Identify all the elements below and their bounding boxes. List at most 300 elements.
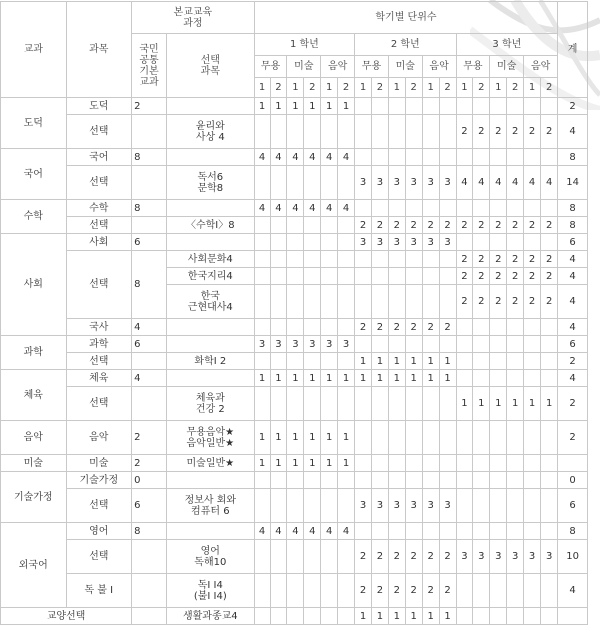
unit-cell (541, 319, 558, 336)
common-units-cell: 6 (132, 336, 167, 353)
unit-cell: 1 (270, 455, 287, 472)
total-cell: 2 (558, 353, 588, 370)
unit-cell: 1 (371, 353, 388, 370)
unit-cell (254, 166, 270, 200)
unit-cell (439, 336, 456, 353)
total-cell: 8 (558, 149, 588, 166)
unit-cell (507, 455, 524, 472)
unit-cell (422, 336, 439, 353)
unit-cell (456, 489, 473, 523)
unit-cell: 1 (388, 353, 405, 370)
table-row (1, 217, 588, 234)
unit-cell (388, 251, 405, 268)
unit-cell: 2 (490, 115, 507, 149)
unit-cell (473, 523, 490, 540)
unit-cell: 1 (524, 387, 541, 421)
unit-cell: 3 (287, 336, 304, 353)
unit-cell: 4 (304, 149, 321, 166)
course-cell: 독 불 I (66, 574, 132, 608)
unit-cell: 1 (321, 421, 338, 455)
elective-course-cell: 사회문화4 (166, 251, 254, 268)
unit-cell: 1 (270, 421, 287, 455)
unit-cell (473, 608, 490, 625)
unit-cell (321, 608, 338, 625)
unit-cell (422, 115, 439, 149)
unit-cell (473, 200, 490, 217)
unit-cell (254, 574, 270, 608)
total-cell (558, 455, 588, 472)
unit-cell (541, 489, 558, 523)
unit-cell (388, 98, 405, 115)
unit-cell (422, 472, 439, 489)
unit-cell: 3 (524, 540, 541, 574)
unit-cell (355, 455, 372, 472)
elective-course-cell: 독서6 문학8 (166, 166, 254, 200)
unit-cell (287, 353, 304, 370)
common-units-cell: 4 (132, 319, 167, 336)
unit-cell: 4 (473, 166, 490, 200)
unit-cell (439, 251, 456, 268)
common-units-cell: 8 (132, 251, 167, 319)
unit-cell (254, 319, 270, 336)
table-row (1, 353, 588, 370)
unit-cell: 1 (473, 387, 490, 421)
unit-cell (254, 353, 270, 370)
unit-cell: 2 (524, 285, 541, 319)
total-cell: 2 (558, 387, 588, 421)
unit-cell: 2 (473, 251, 490, 268)
course-cell: 선택 (66, 166, 132, 200)
unit-cell: 2 (473, 115, 490, 149)
unit-cell (321, 472, 338, 489)
header-track: 음악 (524, 56, 558, 78)
unit-cell (473, 472, 490, 489)
unit-cell: 3 (405, 234, 422, 251)
unit-cell (456, 149, 473, 166)
unit-cell: 4 (490, 166, 507, 200)
unit-cell (422, 251, 439, 268)
unit-cell (524, 353, 541, 370)
unit-cell (304, 319, 321, 336)
common-units-cell: 2 (132, 455, 167, 472)
unit-cell (355, 98, 372, 115)
unit-cell (490, 234, 507, 251)
course-cell: 영어 (66, 523, 132, 540)
unit-cell: 2 (371, 217, 388, 234)
elective-course-cell: 한국 근현대사4 (166, 285, 254, 319)
common-units-cell: 4 (132, 370, 167, 387)
header-subject: 교과 (1, 2, 67, 98)
unit-cell (490, 574, 507, 608)
unit-cell (371, 472, 388, 489)
header-semester: 1 (490, 78, 507, 98)
unit-cell: 2 (371, 574, 388, 608)
unit-cell (473, 319, 490, 336)
unit-cell (541, 574, 558, 608)
unit-cell (270, 353, 287, 370)
unit-cell (304, 489, 321, 523)
header-semester: 1 (287, 78, 304, 98)
unit-cell (541, 370, 558, 387)
unit-cell: 3 (439, 166, 456, 200)
header-elective: 선택 과목 (166, 34, 254, 98)
unit-cell: 1 (371, 608, 388, 625)
course-cell: 수학 (66, 200, 132, 217)
unit-cell (473, 489, 490, 523)
elective-course-cell (166, 98, 254, 115)
common-units-cell (132, 608, 167, 625)
unit-cell (473, 98, 490, 115)
unit-cell (371, 268, 388, 285)
total-cell: 8 (558, 217, 588, 234)
unit-cell (541, 421, 558, 455)
header-semester: 2 (270, 78, 287, 98)
elective-course-cell: 생활과종교4 (166, 608, 254, 625)
course-cell: 기술가정 (66, 472, 132, 489)
common-units-cell (132, 115, 167, 149)
unit-cell (473, 336, 490, 353)
unit-cell: 1 (355, 353, 372, 370)
table-row (1, 319, 588, 336)
unit-cell (287, 608, 304, 625)
unit-cell (405, 200, 422, 217)
unit-cell: 2 (439, 574, 456, 608)
course-cell: 체육 (66, 370, 132, 387)
table-row (1, 336, 588, 353)
unit-cell (405, 149, 422, 166)
unit-cell (371, 285, 388, 319)
unit-cell: 2 (507, 285, 524, 319)
unit-cell: 4 (524, 166, 541, 200)
common-units-cell: 2 (132, 98, 167, 115)
total-cell: 4 (558, 251, 588, 268)
elective-course-cell (166, 319, 254, 336)
unit-cell (371, 200, 388, 217)
elective-course-cell (166, 149, 254, 166)
unit-cell: 2 (507, 251, 524, 268)
course-cell: 선택 (66, 115, 132, 149)
header-course: 과목 (66, 2, 132, 98)
table-row (1, 472, 588, 489)
unit-cell (541, 98, 558, 115)
unit-cell (524, 319, 541, 336)
unit-cell: 1 (422, 370, 439, 387)
subject-cell: 사회 (1, 234, 67, 336)
course-cell: 음악 (66, 421, 132, 455)
unit-cell: 2 (355, 319, 372, 336)
unit-cell (304, 251, 321, 268)
unit-cell (270, 540, 287, 574)
unit-cell (338, 387, 355, 421)
unit-cell: 3 (490, 540, 507, 574)
unit-cell (321, 319, 338, 336)
common-units-cell: 2 (132, 421, 167, 455)
unit-cell: 2 (388, 574, 405, 608)
unit-cell (405, 285, 422, 319)
unit-cell: 1 (456, 387, 473, 421)
common-units-cell: 8 (132, 523, 167, 540)
unit-cell (388, 387, 405, 421)
unit-cell: 3 (388, 489, 405, 523)
unit-cell (507, 370, 524, 387)
unit-cell (490, 98, 507, 115)
unit-cell: 3 (473, 540, 490, 574)
unit-cell: 1 (254, 455, 270, 472)
unit-cell (254, 217, 270, 234)
unit-cell: 1 (388, 608, 405, 625)
unit-cell: 1 (388, 370, 405, 387)
unit-cell: 3 (371, 166, 388, 200)
unit-cell: 3 (507, 540, 524, 574)
header-track: 미술 (490, 56, 524, 78)
header-track: 무용 (355, 56, 389, 78)
unit-cell (287, 115, 304, 149)
unit-cell: 3 (388, 166, 405, 200)
unit-cell (541, 336, 558, 353)
total-cell: 4 (558, 285, 588, 319)
unit-cell (287, 285, 304, 319)
unit-cell (304, 285, 321, 319)
unit-cell (490, 421, 507, 455)
unit-cell (422, 200, 439, 217)
unit-cell: 2 (422, 540, 439, 574)
unit-cell (507, 472, 524, 489)
unit-cell: 3 (355, 234, 372, 251)
unit-cell (439, 472, 456, 489)
unit-cell (321, 217, 338, 234)
elective-course-cell (166, 200, 254, 217)
unit-cell: 1 (405, 353, 422, 370)
unit-cell (439, 268, 456, 285)
unit-cell: 4 (304, 200, 321, 217)
unit-cell (254, 268, 270, 285)
unit-cell (507, 336, 524, 353)
unit-cell: 3 (321, 336, 338, 353)
unit-cell (541, 455, 558, 472)
unit-cell: 1 (270, 98, 287, 115)
unit-cell: 2 (541, 115, 558, 149)
header-semester: 1 (422, 78, 439, 98)
unit-cell (304, 217, 321, 234)
unit-cell: 4 (507, 166, 524, 200)
unit-cell (405, 98, 422, 115)
unit-cell: 3 (254, 336, 270, 353)
header-semester: 2 (338, 78, 355, 98)
unit-cell (304, 115, 321, 149)
unit-cell (490, 200, 507, 217)
unit-cell (541, 353, 558, 370)
unit-cell (524, 608, 541, 625)
table-row (1, 455, 588, 472)
unit-cell: 3 (371, 489, 388, 523)
unit-cell (524, 200, 541, 217)
header-grade-2: 2 학년 (355, 34, 456, 56)
subject-cell: 외국어 (1, 523, 67, 608)
unit-cell (304, 608, 321, 625)
unit-cell: 2 (473, 285, 490, 319)
subject-cell: 도덕 (1, 98, 67, 149)
unit-cell (439, 115, 456, 149)
unit-cell (490, 472, 507, 489)
unit-cell (541, 523, 558, 540)
table-row (1, 421, 588, 455)
header-track: 미술 (388, 56, 422, 78)
unit-cell (507, 98, 524, 115)
unit-cell: 3 (338, 336, 355, 353)
unit-cell (338, 234, 355, 251)
unit-cell (304, 353, 321, 370)
unit-cell (254, 540, 270, 574)
unit-cell (355, 472, 372, 489)
unit-cell: 4 (304, 523, 321, 540)
unit-cell: 1 (422, 353, 439, 370)
course-cell: 선택 (66, 251, 132, 319)
unit-cell (254, 234, 270, 251)
unit-cell (321, 268, 338, 285)
unit-cell (490, 523, 507, 540)
unit-cell: 2 (490, 268, 507, 285)
unit-cell (304, 234, 321, 251)
unit-cell (422, 421, 439, 455)
subject-cell: 국어 (1, 149, 67, 200)
common-units-cell (132, 540, 167, 574)
header-grade-1: 1 학년 (254, 34, 354, 56)
unit-cell (371, 336, 388, 353)
unit-cell: 1 (490, 387, 507, 421)
unit-cell (355, 285, 372, 319)
header-semester: 2 (371, 78, 388, 98)
unit-cell (439, 523, 456, 540)
total-cell: 8 (558, 200, 588, 217)
unit-cell (321, 115, 338, 149)
unit-cell (270, 115, 287, 149)
unit-cell: 1 (439, 608, 456, 625)
unit-cell: 3 (304, 336, 321, 353)
unit-cell: 4 (321, 523, 338, 540)
header-semester: 2 (304, 78, 321, 98)
total-cell: 4 (558, 115, 588, 149)
unit-cell (254, 251, 270, 268)
unit-cell (338, 608, 355, 625)
total-cell: 4 (558, 574, 588, 608)
unit-cell: 4 (287, 200, 304, 217)
unit-cell (422, 387, 439, 421)
header-semester: 2 (473, 78, 490, 98)
unit-cell (287, 166, 304, 200)
unit-cell (473, 234, 490, 251)
unit-cell (507, 319, 524, 336)
unit-cell (270, 251, 287, 268)
unit-cell (321, 353, 338, 370)
unit-cell: 3 (456, 540, 473, 574)
unit-cell: 2 (456, 217, 473, 234)
unit-cell (405, 251, 422, 268)
elective-course-cell: 무용음악★ 음악일반★ (166, 421, 254, 455)
unit-cell: 3 (405, 489, 422, 523)
unit-cell: 4 (541, 166, 558, 200)
unit-cell (287, 251, 304, 268)
unit-cell (439, 285, 456, 319)
elective-course-cell: 체육과 건강 2 (166, 387, 254, 421)
unit-cell (541, 200, 558, 217)
unit-cell (524, 574, 541, 608)
unit-cell (439, 421, 456, 455)
unit-cell: 2 (490, 251, 507, 268)
unit-cell (321, 234, 338, 251)
unit-cell: 2 (439, 217, 456, 234)
course-cell: 미술 (66, 455, 132, 472)
course-cell: 선택 (66, 540, 132, 574)
unit-cell (422, 285, 439, 319)
header-track: 무용 (254, 56, 287, 78)
elective-course-cell (166, 472, 254, 489)
unit-cell (422, 523, 439, 540)
unit-cell (456, 455, 473, 472)
unit-cell (371, 523, 388, 540)
header-semester: 1 (456, 78, 473, 98)
total-cell: 4 (558, 268, 588, 285)
unit-cell (287, 319, 304, 336)
unit-cell (270, 234, 287, 251)
unit-cell (456, 353, 473, 370)
unit-cell (490, 319, 507, 336)
unit-cell: 4 (338, 523, 355, 540)
table-row (1, 149, 588, 166)
unit-cell (405, 455, 422, 472)
unit-cell (304, 472, 321, 489)
unit-cell: 1 (304, 98, 321, 115)
unit-cell (270, 387, 287, 421)
unit-cell (287, 540, 304, 574)
total-cell (558, 608, 588, 625)
unit-cell (422, 149, 439, 166)
header-semester: 1 (388, 78, 405, 98)
unit-cell (321, 285, 338, 319)
unit-cell: 1 (371, 370, 388, 387)
header-semester: 1 (321, 78, 338, 98)
unit-cell: 2 (422, 319, 439, 336)
unit-cell (388, 523, 405, 540)
table-row (1, 540, 588, 574)
unit-cell (490, 149, 507, 166)
course-cell: 도덕 (66, 98, 132, 115)
elective-course-cell: 화학I 2 (166, 353, 254, 370)
unit-cell: 1 (507, 387, 524, 421)
unit-cell (490, 489, 507, 523)
course-cell: 국사 (66, 319, 132, 336)
unit-cell: 2 (541, 217, 558, 234)
unit-cell (338, 540, 355, 574)
unit-cell: 2 (388, 217, 405, 234)
unit-cell (507, 523, 524, 540)
header-semester: 2 (507, 78, 524, 98)
unit-cell (338, 319, 355, 336)
unit-cell: 4 (338, 200, 355, 217)
unit-cell (473, 149, 490, 166)
unit-cell: 1 (338, 421, 355, 455)
unit-cell: 2 (388, 540, 405, 574)
unit-cell (355, 200, 372, 217)
unit-cell (439, 200, 456, 217)
header-track: 음악 (422, 56, 456, 78)
unit-cell (355, 268, 372, 285)
elective-course-cell (166, 523, 254, 540)
unit-cell: 2 (473, 217, 490, 234)
unit-cell (355, 421, 372, 455)
unit-cell: 1 (304, 421, 321, 455)
unit-cell: 1 (439, 370, 456, 387)
unit-cell: 4 (287, 149, 304, 166)
